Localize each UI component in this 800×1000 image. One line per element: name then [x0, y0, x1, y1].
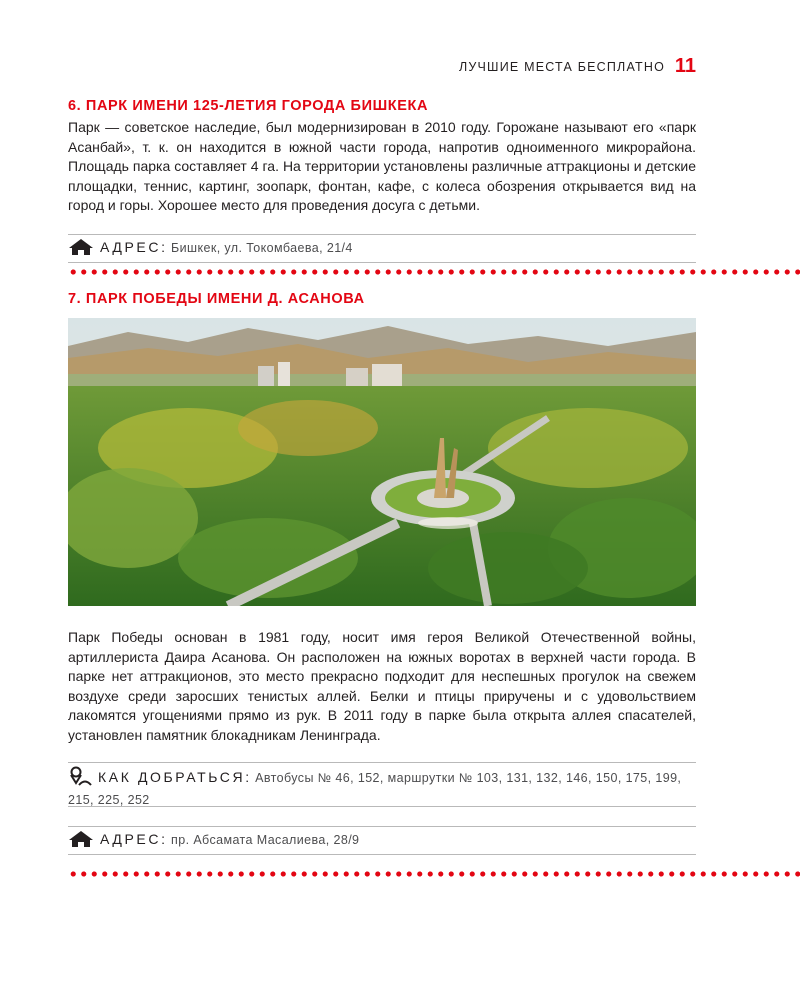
divider [68, 262, 696, 263]
section-7-paragraph: Парк Победы основан в 1981 году, носит имя героя Великой Отечественной войны, артиллериста Даира Асанова. Он расположен на южных воротах в верхней части города. В парке нет аттракционов, это место прекрасно подходит для неспешных прогулок на свежем воздухе среди заросших тенистых аллей. Белки и птицы приручены и с удовольствием лакомятся угощениями прямо из рук. В 2011 году в парке была открыта аллея спасателей, установлен памятник блокадникам Ленинграда. [68, 629, 696, 743]
home-icon [68, 238, 94, 261]
address-label: АДРЕС: [100, 831, 168, 847]
divider [68, 762, 696, 763]
home-icon [68, 830, 94, 853]
address-value: Бишкек, ул. Токомбаева, 21/4 [171, 241, 353, 255]
dotted-separator [68, 269, 800, 275]
section-7-transport [68, 766, 696, 809]
running-head-title: ЛУЧШИЕ МЕСТА БЕСПЛАТНО [458, 60, 665, 74]
section-6-address [68, 238, 696, 261]
dotted-separator [68, 871, 800, 877]
section-7-address [68, 830, 696, 853]
transport-label: КАК ДОБРАТЬСЯ: [98, 769, 252, 785]
address-value: пр. Абсамата Масалиева, 28/9 [171, 833, 360, 847]
section-7-title: 7. ПАРК ПОБЕДЫ ИМЕНИ Д. АСАНОВА [68, 291, 365, 307]
divider [68, 234, 696, 235]
park-illustration [68, 318, 696, 606]
aerial-park-photo [68, 318, 696, 606]
transport-value: Автобусы № 46, 152, маршрутки № 103, 131, 132, 146, 150, 175, 199, 215, 225, 252 [68, 771, 682, 807]
divider [68, 854, 696, 855]
divider [68, 806, 696, 807]
section-6-title: 6. ПАРК ИМЕНИ 125-ЛЕТИЯ ГОРОДА БИШКЕКА [68, 98, 429, 114]
section-6-paragraph: Парк — советское наследие, был модернизирован в 2010 году. Горожане называют его «парк Асанбай», т. к. он находится в южной части города, напротив одноименного микрорайона. Площадь парка составляет 4 га. На территории установлены различные аттракционы и детские площадки, теннис, картинг, зоопарк, фонтан, кафе, с колеса обозрения открывается вид на город и горы. Хорошее место для проведения досуга с детьми. [68, 119, 696, 213]
pin-person-icon [68, 766, 92, 791]
divider [68, 826, 696, 827]
page-number: 11 [674, 55, 696, 77]
address-label: АДРЕС: [100, 239, 168, 255]
